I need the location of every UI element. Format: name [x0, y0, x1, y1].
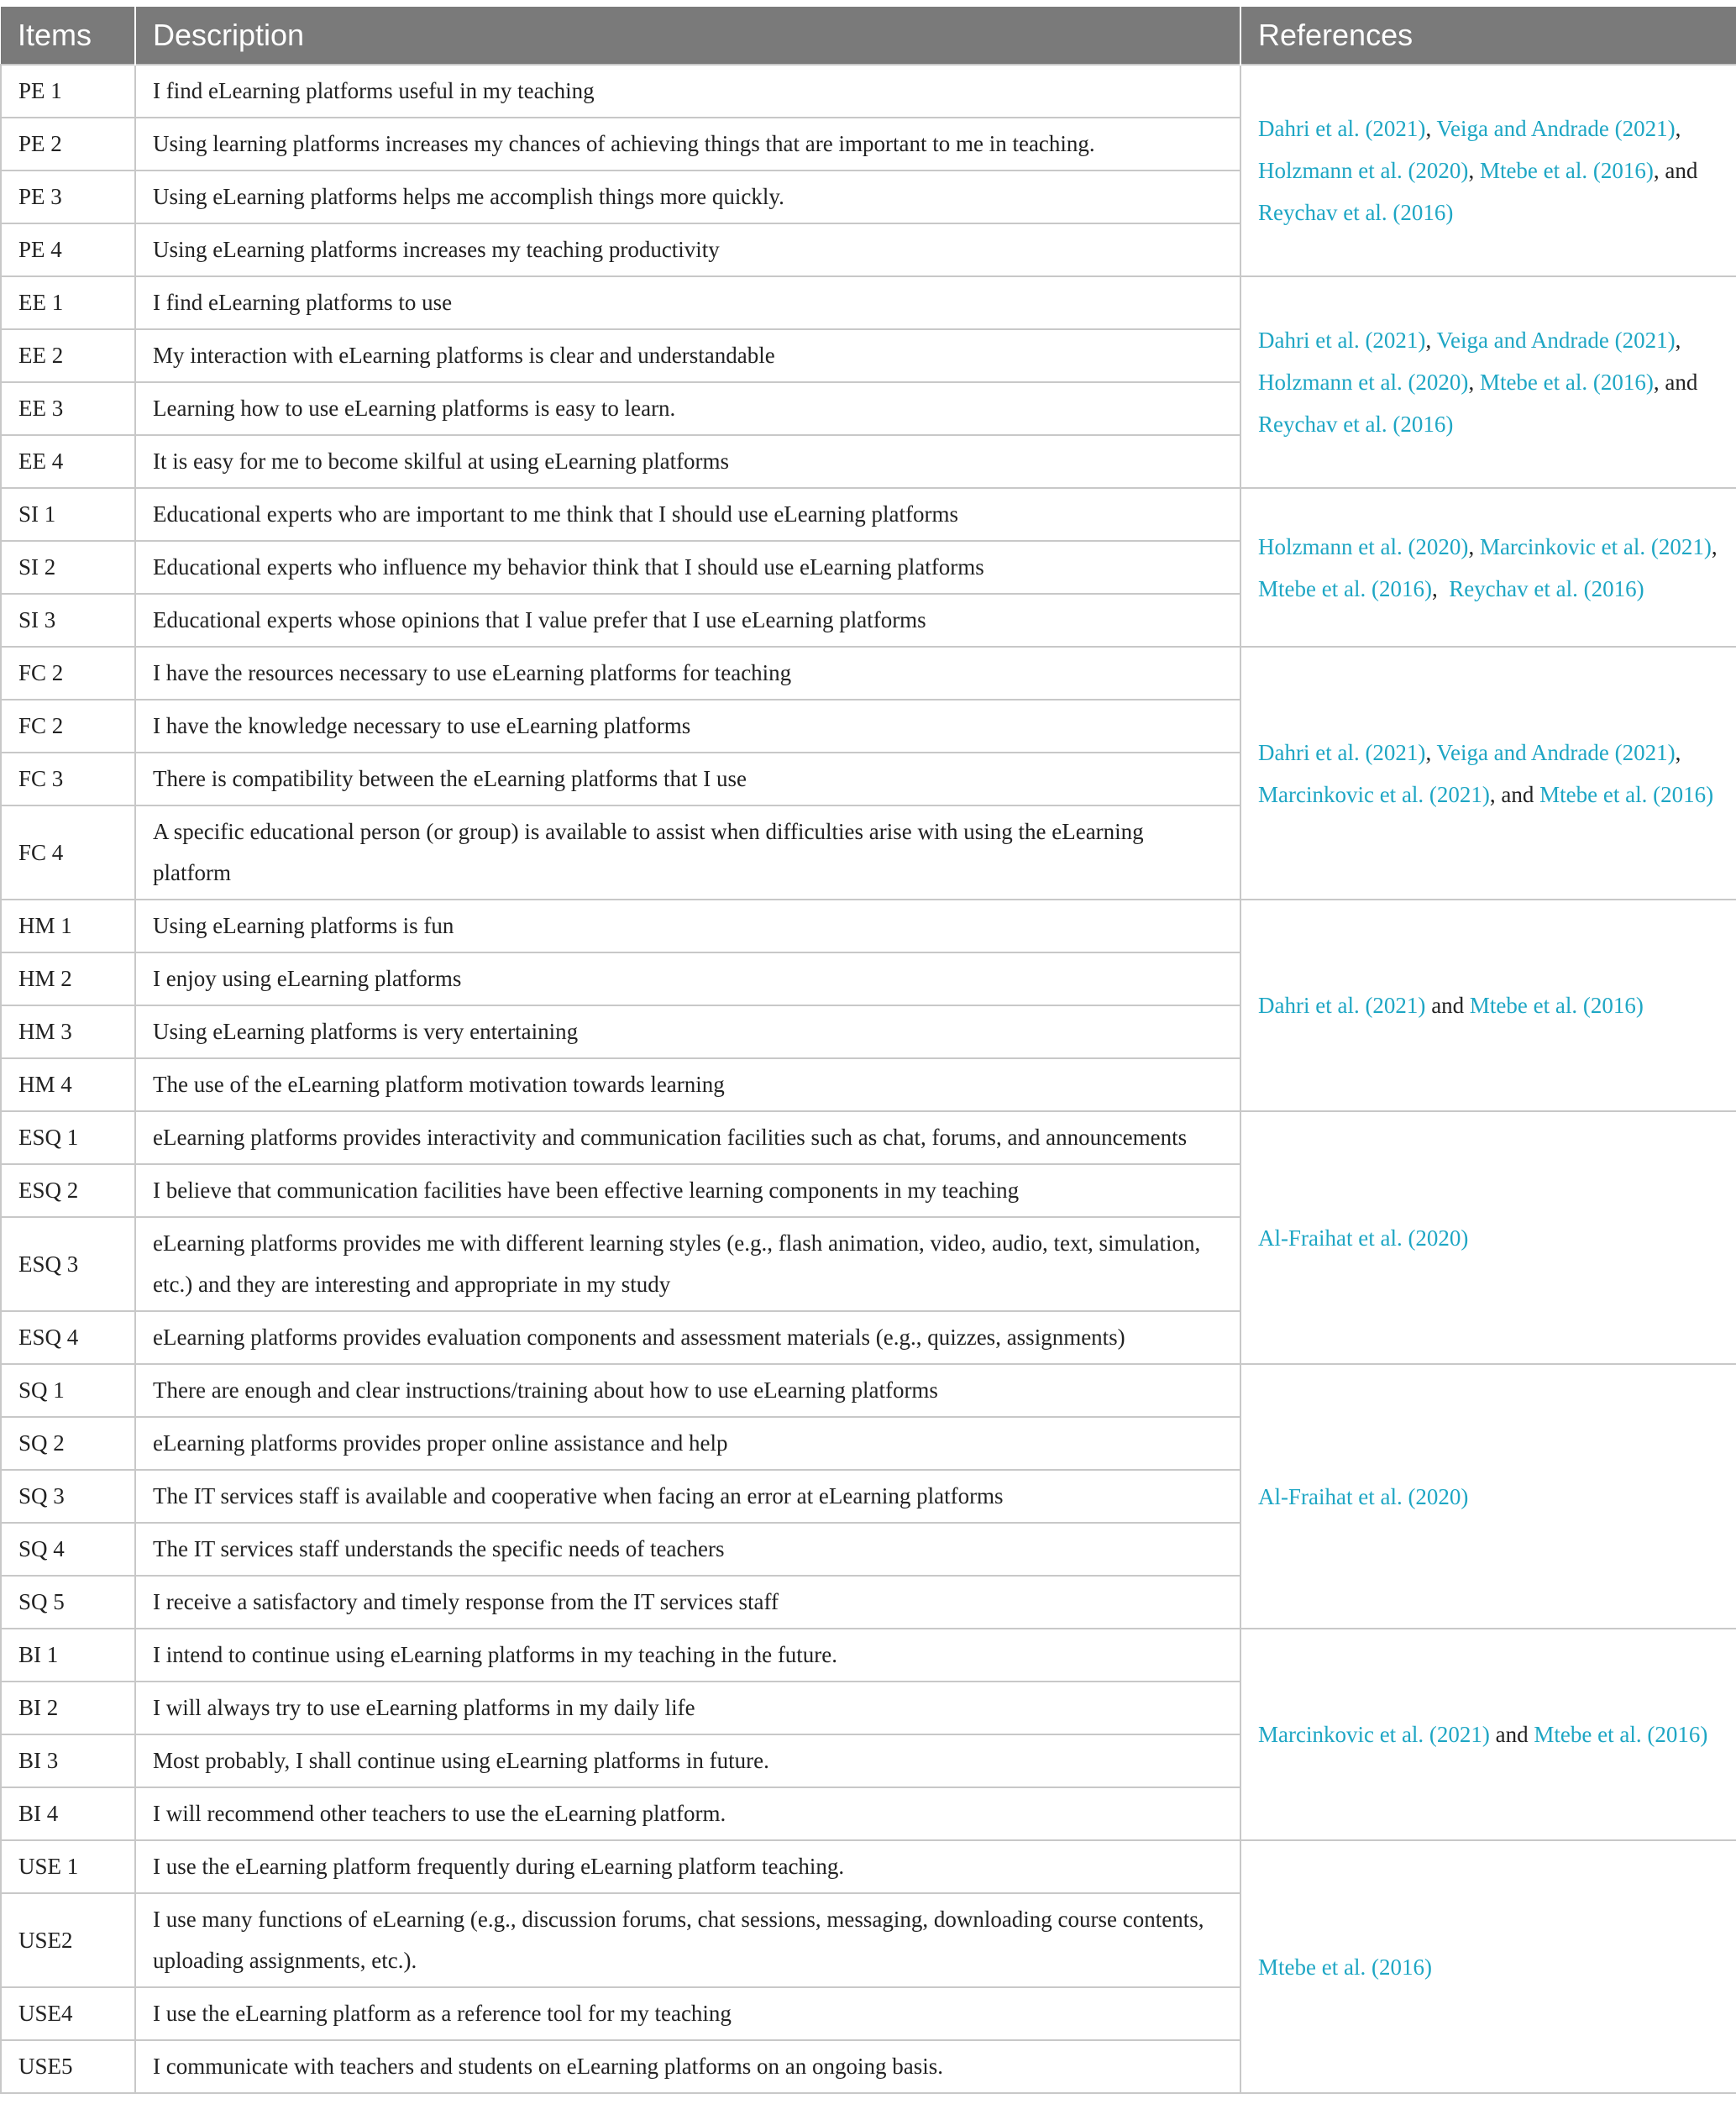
- reference-link[interactable]: Al-Fraihat et al. (2020): [1258, 1225, 1469, 1251]
- item-code: EE 2: [1, 329, 135, 382]
- reference-separator: and: [1489, 1722, 1534, 1747]
- item-description: There are enough and clear instructions/training about how to use eLearning platforms: [135, 1364, 1240, 1417]
- table-row: [1, 488, 1736, 541]
- reference-separator: , and: [1489, 781, 1540, 807]
- item-code: EE 3: [1, 382, 135, 435]
- table-body: [1, 65, 1736, 2093]
- item-code: HM 1: [1, 900, 135, 952]
- item-description: I use the eLearning platform frequently during eLearning platform teaching.: [135, 1840, 1240, 1893]
- item-description: eLearning platforms provides me with different learning styles (e.g., flash animation, video, audio, text, simulation, etc.) and they are interesting and appropriate in my study: [135, 1217, 1240, 1311]
- item-description: Using learning platforms increases my chances of achieving things that are important to me in teaching.: [135, 118, 1240, 171]
- reference-separator: ,: [1425, 328, 1437, 353]
- reference-separator: ,: [1431, 575, 1450, 601]
- reference-link[interactable]: Dahri et al. (2021): [1258, 993, 1426, 1018]
- references-cell: [1240, 900, 1736, 1111]
- item-description: I find eLearning platforms to use: [135, 276, 1240, 329]
- reference-link[interactable]: Holzmann et al. (2020): [1258, 533, 1469, 559]
- reference-separator: , and: [1653, 158, 1704, 183]
- table-row: [1, 900, 1736, 952]
- item-code: PE 1: [1, 65, 135, 118]
- table-row: [1, 1629, 1736, 1682]
- item-description: eLearning platforms provides interactivity and communication facilities such as chat, forums, and announcements: [135, 1111, 1240, 1164]
- item-description: Using eLearning platforms helps me accomplish things more quickly.: [135, 171, 1240, 223]
- item-description: I will recommend other teachers to use the eLearning platform.: [135, 1787, 1240, 1840]
- item-description: Most probably, I shall continue using eLearning platforms in future.: [135, 1734, 1240, 1787]
- references-cell: [1240, 1364, 1736, 1629]
- item-code: HM 2: [1, 952, 135, 1005]
- item-description: I communicate with teachers and students on eLearning platforms on an ongoing basis.: [135, 2040, 1240, 2093]
- item-code: PE 2: [1, 118, 135, 171]
- reference-link[interactable]: Reychav et al. (2016): [1449, 575, 1644, 601]
- reference-separator: ,: [1468, 533, 1480, 559]
- item-code: SQ 5: [1, 1576, 135, 1629]
- item-description: The IT services staff is available and cooperative when facing an error at eLearning platforms: [135, 1470, 1240, 1523]
- item-code: SQ 4: [1, 1523, 135, 1576]
- table-row: [1, 647, 1736, 700]
- item-code: BI 2: [1, 1682, 135, 1734]
- item-code: PE 3: [1, 171, 135, 223]
- reference-separator: ,: [1675, 116, 1687, 141]
- references-cell: [1240, 65, 1736, 276]
- header-row: [1, 7, 1736, 65]
- reference-separator: ,: [1675, 328, 1687, 353]
- reference-link[interactable]: Reychav et al. (2016): [1258, 200, 1454, 225]
- reference-separator: ,: [1711, 533, 1723, 559]
- reference-link[interactable]: Dahri et al. (2021): [1258, 739, 1426, 765]
- item-code: ESQ 3: [1, 1217, 135, 1311]
- item-code: SI 2: [1, 541, 135, 594]
- reference-link[interactable]: Holzmann et al. (2020): [1258, 370, 1469, 395]
- item-description: I will always try to use eLearning platforms in my daily life: [135, 1682, 1240, 1734]
- item-code: FC 3: [1, 753, 135, 805]
- reference-link[interactable]: Veiga and Andrade (2021): [1436, 328, 1676, 353]
- item-code: ESQ 4: [1, 1311, 135, 1364]
- table-row: [1, 1364, 1736, 1417]
- reference-link[interactable]: Mtebe et al. (2016): [1258, 1954, 1432, 1980]
- reference-separator: ,: [1468, 158, 1480, 183]
- item-description: Using eLearning platforms increases my teaching productivity: [135, 223, 1240, 276]
- item-description: I find eLearning platforms useful in my teaching: [135, 65, 1240, 118]
- item-code: SI 1: [1, 488, 135, 541]
- reference-link[interactable]: Mtebe et al. (2016): [1539, 781, 1714, 807]
- references-cell: [1240, 488, 1736, 647]
- table-row: [1, 276, 1736, 329]
- item-code: FC 4: [1, 805, 135, 900]
- reference-link[interactable]: Dahri et al. (2021): [1258, 116, 1426, 141]
- table-row: [1, 65, 1736, 118]
- item-description: Using eLearning platforms is very entertaining: [135, 1005, 1240, 1058]
- reference-link[interactable]: Mtebe et al. (2016): [1479, 370, 1654, 395]
- reference-link[interactable]: Marcinkovic et al. (2021): [1479, 533, 1712, 559]
- references-cell: [1240, 1111, 1736, 1364]
- item-code: ESQ 2: [1, 1164, 135, 1217]
- reference-link[interactable]: Veiga and Andrade (2021): [1436, 116, 1676, 141]
- item-description: Educational experts who are important to me think that I should use eLearning platforms: [135, 488, 1240, 541]
- item-code: SQ 1: [1, 1364, 135, 1417]
- item-code: FC 2: [1, 700, 135, 753]
- item-code: USE4: [1, 1987, 135, 2040]
- item-description: I intend to continue using eLearning platforms in my teaching in the future.: [135, 1629, 1240, 1682]
- reference-link[interactable]: Marcinkovic et al. (2021): [1258, 781, 1490, 807]
- reference-link[interactable]: Mtebe et al. (2016): [1479, 158, 1654, 183]
- item-code: HM 4: [1, 1058, 135, 1111]
- item-description: Learning how to use eLearning platforms is easy to learn.: [135, 382, 1240, 435]
- item-code: FC 2: [1, 647, 135, 700]
- item-description: Using eLearning platforms is fun: [135, 900, 1240, 952]
- item-description: I enjoy using eLearning platforms: [135, 952, 1240, 1005]
- reference-link[interactable]: Dahri et al. (2021): [1258, 328, 1426, 353]
- item-code: ESQ 1: [1, 1111, 135, 1164]
- item-description: I believe that communication facilities have been effective learning components in my teaching: [135, 1164, 1240, 1217]
- table-header: [1, 7, 1736, 65]
- item-description: My interaction with eLearning platforms is clear and understandable: [135, 329, 1240, 382]
- item-code: BI 3: [1, 1734, 135, 1787]
- constructs-table: [0, 7, 1736, 2094]
- reference-link[interactable]: Mtebe et al. (2016): [1534, 1722, 1708, 1747]
- table-row: [1, 1840, 1736, 1893]
- item-description: There is compatibility between the eLearning platforms that I use: [135, 753, 1240, 805]
- item-description: I have the resources necessary to use eLearning platforms for teaching: [135, 647, 1240, 700]
- references-cell: [1240, 1840, 1736, 2093]
- item-description: It is easy for me to become skilful at using eLearning platforms: [135, 435, 1240, 488]
- item-code: BI 4: [1, 1787, 135, 1840]
- reference-link[interactable]: Marcinkovic et al. (2021): [1258, 1722, 1490, 1747]
- item-description: eLearning platforms provides evaluation components and assessment materials (e.g., quizzes, assignments): [135, 1311, 1240, 1364]
- table-row: [1, 1111, 1736, 1164]
- item-code: BI 1: [1, 1629, 135, 1682]
- reference-separator: ,: [1468, 370, 1480, 395]
- item-description: The IT services staff understands the specific needs of teachers: [135, 1523, 1240, 1576]
- reference-separator: ,: [1425, 116, 1437, 141]
- item-code: USE2: [1, 1893, 135, 1987]
- references-cell: [1240, 1629, 1736, 1840]
- item-code: USE5: [1, 2040, 135, 2093]
- item-code: PE 4: [1, 223, 135, 276]
- item-code: EE 1: [1, 276, 135, 329]
- item-description: I receive a satisfactory and timely response from the IT services staff: [135, 1576, 1240, 1629]
- reference-separator: ,: [1675, 739, 1687, 765]
- references-cell: [1240, 276, 1736, 488]
- reference-link[interactable]: Mtebe et al. (2016): [1258, 575, 1432, 601]
- reference-separator: ,: [1425, 739, 1437, 765]
- item-description: A specific educational person (or group) is available to assist when difficulties arise with using the eLearning platform: [135, 805, 1240, 900]
- header-description: Description: [135, 7, 1240, 65]
- item-description: eLearning platforms provides proper online assistance and help: [135, 1417, 1240, 1470]
- item-description: I use many functions of eLearning (e.g., discussion forums, chat sessions, messaging, downloading course contents, uploading assignments, etc.).: [135, 1893, 1240, 1987]
- references-cell: [1240, 647, 1736, 900]
- item-description: Educational experts whose opinions that I value prefer that I use eLearning platforms: [135, 594, 1240, 647]
- item-code: EE 4: [1, 435, 135, 488]
- reference-link[interactable]: Veiga and Andrade (2021): [1436, 739, 1676, 765]
- header-items: Items: [1, 7, 135, 65]
- reference-link[interactable]: Reychav et al. (2016): [1258, 412, 1454, 437]
- reference-separator: and: [1425, 993, 1470, 1018]
- reference-separator: , and: [1653, 370, 1704, 395]
- item-code: USE 1: [1, 1840, 135, 1893]
- item-description: Educational experts who influence my behavior think that I should use eLearning platforms: [135, 541, 1240, 594]
- item-code: HM 3: [1, 1005, 135, 1058]
- reference-link[interactable]: Al-Fraihat et al. (2020): [1258, 1483, 1469, 1509]
- reference-link[interactable]: Mtebe et al. (2016): [1469, 993, 1644, 1018]
- item-code: SQ 2: [1, 1417, 135, 1470]
- item-code: SQ 3: [1, 1470, 135, 1523]
- item-description: The use of the eLearning platform motivation towards learning: [135, 1058, 1240, 1111]
- header-references: References: [1240, 7, 1736, 65]
- item-code: SI 3: [1, 594, 135, 647]
- item-description: I use the eLearning platform as a reference tool for my teaching: [135, 1987, 1240, 2040]
- item-description: I have the knowledge necessary to use eLearning platforms: [135, 700, 1240, 753]
- reference-link[interactable]: Holzmann et al. (2020): [1258, 158, 1469, 183]
